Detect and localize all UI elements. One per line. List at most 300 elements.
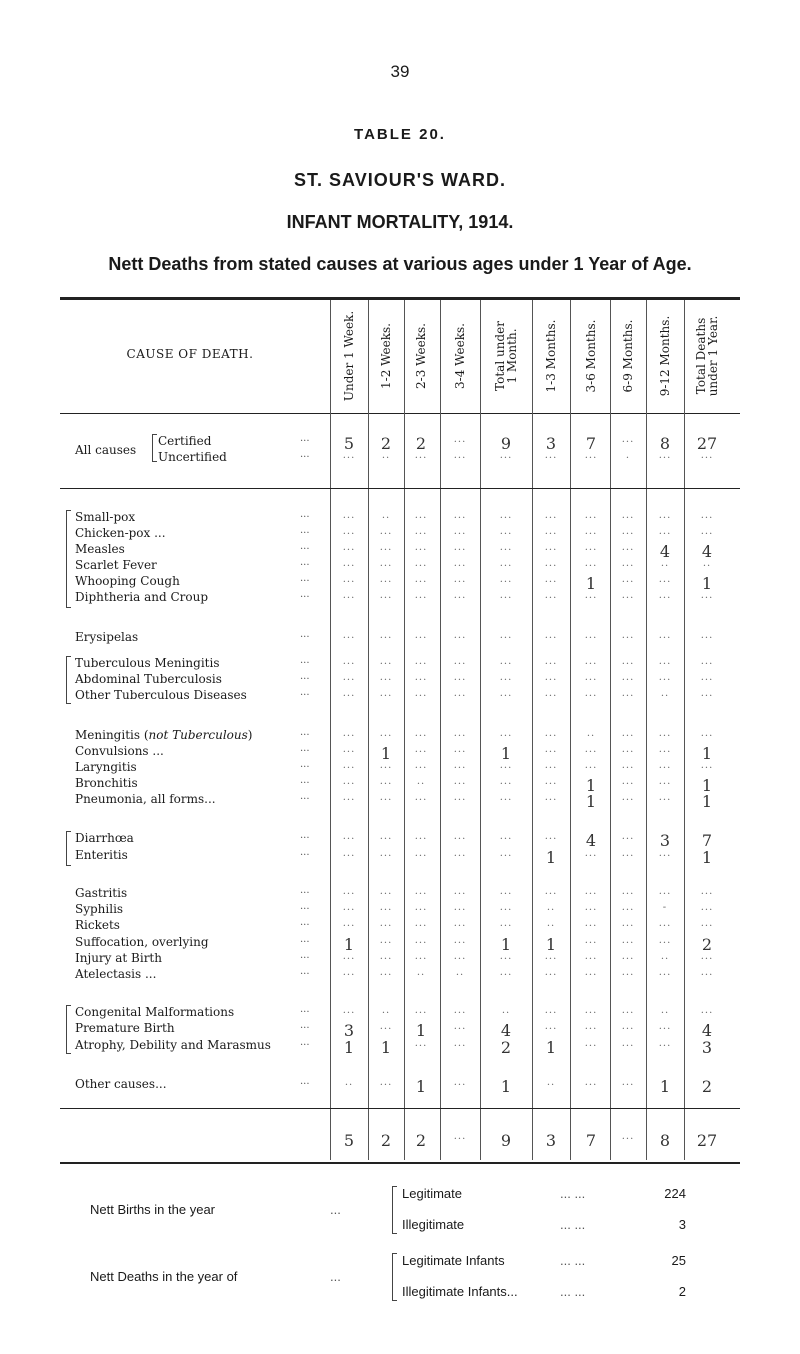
table-row-cell: ...	[621, 776, 635, 787]
table-row-cell: ...	[453, 848, 467, 859]
table-row-cell: ...	[544, 967, 558, 978]
table-row-cell: ...	[544, 672, 558, 683]
totals-cell: 3	[545, 1131, 557, 1150]
table-row-cell: ...	[499, 542, 513, 553]
table-row-cell: ...	[379, 902, 393, 913]
table-row-cell: ...	[584, 848, 598, 859]
table-row-cell: ...	[379, 728, 393, 739]
table-row-cell: ...	[342, 590, 356, 601]
table-row-cell: 3	[343, 1021, 355, 1040]
all-causes-rule	[60, 488, 740, 489]
table-row-cell: ...	[621, 935, 635, 946]
table-row-cell: ...	[499, 918, 513, 929]
table-row-cell: ...	[621, 672, 635, 683]
table-row-cell: ...	[453, 744, 467, 755]
table-heading: INFANT MORTALITY, 1914.	[286, 212, 514, 232]
table-row-cell: ...	[499, 760, 513, 771]
table-row-cell: ...	[453, 510, 467, 521]
cause-label: Suffocation, overlying	[75, 935, 209, 949]
all-causes-cell: 3	[545, 434, 557, 453]
group-brace	[66, 510, 71, 608]
table-row-cell: ...	[453, 672, 467, 683]
table-row-cell: ...	[584, 760, 598, 771]
table-row-cell: ..	[660, 688, 670, 699]
table-row-cell: ...	[658, 1038, 672, 1049]
column-header	[411, 300, 431, 412]
table-row-cell: ...	[414, 792, 428, 803]
table-row-cell: ...	[342, 558, 356, 569]
table-row-cell: ...	[584, 558, 598, 569]
table-row-cell: ...	[700, 526, 714, 537]
cause-label: Small-pox	[75, 510, 136, 524]
summary-item-value: 2	[678, 1284, 686, 1299]
table-row-cell: ...	[379, 831, 393, 842]
cause-label: Atelectasis ...	[75, 967, 157, 981]
summary-item-value: 3	[678, 1217, 686, 1232]
table-row-cell: ...	[584, 935, 598, 946]
totals-cell: 2	[415, 1131, 427, 1150]
leader-dots: ...	[300, 743, 310, 754]
table-row-cell: ...	[658, 574, 672, 585]
all-causes-cell: 2	[415, 434, 427, 453]
table-row-cell: ...	[544, 886, 558, 897]
table-row-cell: ...	[621, 728, 635, 739]
leader-dots: ...	[300, 775, 310, 786]
table-row-cell: ...	[379, 1021, 393, 1032]
table-row-cell: ...	[379, 886, 393, 897]
all-causes-cell: ...	[342, 450, 356, 461]
all-causes-cell: ...	[621, 434, 635, 445]
table-row-cell: ...	[499, 848, 513, 859]
table-row-cell: ...	[544, 1005, 558, 1016]
table-row-cell: ...	[700, 630, 714, 641]
table-row-cell: ...	[584, 1021, 598, 1032]
table-row-cell: 1	[701, 744, 713, 763]
table-row-cell: ...	[621, 630, 635, 641]
leader-dots: ...	[300, 791, 310, 802]
leader-dots: ...	[300, 433, 310, 444]
table-row-cell: ...	[342, 728, 356, 739]
table-row-cell: ...	[453, 831, 467, 842]
table-row-cell: ...	[621, 542, 635, 553]
table-row-cell: ...	[621, 1021, 635, 1032]
summary-item-value: 25	[671, 1253, 686, 1268]
all-causes-cell: 27	[696, 434, 718, 453]
table-row-cell: ..	[344, 1077, 354, 1088]
table-row-cell: ...	[658, 510, 672, 521]
table-row-cell: 1	[545, 848, 557, 867]
table-row-cell: ...	[499, 967, 513, 978]
table-row-cell: 4	[500, 1021, 512, 1040]
table-row-cell: 1	[701, 776, 713, 795]
all-causes-cell: 7	[585, 434, 597, 453]
cause-label: Whooping Cough	[75, 574, 180, 588]
column-header	[376, 300, 396, 412]
table-row-cell: ...	[584, 656, 598, 667]
table-row-cell: ...	[658, 776, 672, 787]
table-row-cell: ...	[621, 760, 635, 771]
column-header-text: Total under 1 Month.	[493, 321, 519, 391]
table-row-cell: ...	[379, 760, 393, 771]
table-row-cell: ...	[700, 918, 714, 929]
table-row-cell: ...	[584, 1077, 598, 1088]
table-row-cell: ...	[700, 510, 714, 521]
table-row-cell: 1	[500, 1077, 512, 1096]
cause-label: Diarrhœa	[75, 831, 134, 845]
table-row-cell: ...	[379, 574, 393, 585]
table-row-cell: ...	[658, 760, 672, 771]
table-row-cell: ...	[584, 1005, 598, 1016]
leader-dots: ...	[300, 525, 310, 536]
leader-dots: ...	[300, 966, 310, 977]
table-row-cell: ...	[453, 656, 467, 667]
column-header-text: 3-4 Weeks.	[453, 323, 467, 389]
leader-dots: ...	[300, 847, 310, 858]
table-row-cell: ...	[544, 656, 558, 667]
summary-brace	[392, 1186, 397, 1234]
leader-dots: ...	[300, 917, 310, 928]
table-row-cell: ...	[544, 760, 558, 771]
table-row-cell: ...	[658, 792, 672, 803]
table-row-cell: ...	[414, 672, 428, 683]
table-row-cell: 1	[585, 776, 597, 795]
table-row-cell: ...	[453, 1021, 467, 1032]
table-row-cell: ...	[658, 886, 672, 897]
table-row-cell: ...	[700, 967, 714, 978]
table-row-cell: ...	[379, 542, 393, 553]
table-row-cell: ...	[584, 886, 598, 897]
table-row-cell: ...	[621, 744, 635, 755]
table-row-cell: ..	[546, 1077, 556, 1088]
leader-dots: ... ...	[560, 1253, 586, 1268]
table-row-cell: ...	[453, 526, 467, 537]
table-row-cell: ...	[544, 1021, 558, 1032]
table-row-cell: ...	[453, 558, 467, 569]
table-row-cell: 1	[415, 1077, 427, 1096]
table-row-cell: ...	[453, 1005, 467, 1016]
table-row-cell: ...	[621, 831, 635, 842]
table-row-cell: 4	[585, 831, 597, 850]
table-row-cell: ...	[342, 848, 356, 859]
table-row-cell: ...	[453, 792, 467, 803]
table-row-cell: ...	[700, 672, 714, 683]
leader-dots: ...	[300, 589, 310, 600]
table-row-cell: ...	[544, 590, 558, 601]
table-row-cell: 1	[545, 1038, 557, 1057]
group-brace	[66, 831, 71, 866]
table-row-cell: ...	[499, 792, 513, 803]
table-row-cell: ...	[414, 760, 428, 771]
table-row-cell: 4	[701, 542, 713, 561]
table-row-cell: ...	[453, 760, 467, 771]
totals-cell: ...	[453, 1131, 467, 1142]
table-row-cell: 1	[659, 1077, 671, 1096]
table-row-cell: ...	[342, 776, 356, 787]
table-row-cell: ...	[453, 935, 467, 946]
table-row-cell: ...	[621, 656, 635, 667]
table-row-cell: ...	[414, 574, 428, 585]
leader-dots: ... ...	[560, 1217, 586, 1232]
table-row-cell: -	[662, 902, 668, 913]
summary-brace	[392, 1253, 397, 1301]
table-bottom-rule	[60, 1162, 740, 1164]
table-row-cell: ...	[342, 831, 356, 842]
table-row-cell: ...	[453, 1038, 467, 1049]
table-row-cell: ...	[584, 967, 598, 978]
table-row-cell: ...	[342, 886, 356, 897]
table-row-cell: ..	[660, 558, 670, 569]
table-row-cell: ...	[499, 831, 513, 842]
table-row-cell: ...	[414, 918, 428, 929]
table-row-cell: 1	[343, 935, 355, 954]
table-row-cell: ...	[414, 656, 428, 667]
all-causes-cell: ...	[453, 434, 467, 445]
table-row-cell: ...	[342, 967, 356, 978]
table-row-cell: 2	[500, 1038, 512, 1057]
leader-dots: ...	[300, 830, 310, 841]
table-row-cell: ...	[342, 574, 356, 585]
header-rule	[60, 413, 740, 414]
table-row-cell: ...	[700, 902, 714, 913]
totals-cell: 9	[500, 1131, 512, 1150]
table-row-cell: ...	[544, 542, 558, 553]
table-row-cell: ...	[453, 776, 467, 787]
table-row-cell: ...	[453, 902, 467, 913]
all-causes-cell: .	[625, 450, 631, 461]
totals-rule	[60, 1108, 740, 1109]
table-row-cell: ...	[584, 542, 598, 553]
table-row-cell: ..	[660, 1005, 670, 1016]
table-row-cell: ...	[453, 951, 467, 962]
summary-item-label: Illegitimate	[402, 1217, 465, 1232]
table-row-cell: ...	[700, 951, 714, 962]
table-row-cell: ...	[544, 574, 558, 585]
table-row-cell: ...	[414, 542, 428, 553]
table-row-cell: ...	[544, 688, 558, 699]
table-row-cell: ...	[584, 526, 598, 537]
table-row-cell: ...	[453, 590, 467, 601]
table-row-cell: 3	[659, 831, 671, 850]
table-row-cell: 1	[343, 1038, 355, 1057]
table-row-cell: 1	[415, 1021, 427, 1040]
cause-label: Tuberculous Meningitis	[75, 656, 220, 670]
all-causes-cell: ..	[381, 450, 391, 461]
table-row-cell: ...	[499, 776, 513, 787]
table-row-cell: ...	[499, 656, 513, 667]
table-row-cell: 4	[659, 542, 671, 561]
table-row-cell: ...	[379, 590, 393, 601]
table-row-cell: ...	[544, 776, 558, 787]
group-brace	[66, 1005, 71, 1054]
table-row-cell: ...	[658, 526, 672, 537]
table-row-cell: ...	[584, 1038, 598, 1049]
cause-label: Syphilis	[75, 902, 124, 916]
column-header-text: 3-6 Months.	[584, 319, 598, 393]
table-row-cell: ...	[379, 918, 393, 929]
table-row-cell: ...	[379, 558, 393, 569]
table-row-cell: ...	[453, 886, 467, 897]
table-row-cell: ..	[381, 1005, 391, 1016]
table-row-cell: ...	[621, 526, 635, 537]
table-row-cell: ...	[700, 688, 714, 699]
column-header	[541, 300, 561, 412]
table-row-cell: ...	[342, 792, 356, 803]
table-row-cell: 7	[701, 831, 713, 850]
column-header	[618, 300, 638, 412]
table-row-cell: ...	[700, 1005, 714, 1016]
table-row-cell: ...	[453, 728, 467, 739]
table-row-cell: ...	[342, 902, 356, 913]
table-row-cell: ...	[499, 590, 513, 601]
table-row-cell: ...	[414, 590, 428, 601]
table-row-cell: ...	[342, 542, 356, 553]
table-row-cell: 1	[585, 792, 597, 811]
table-row-cell: ...	[414, 935, 428, 946]
leader-dots: ...	[300, 573, 310, 584]
table-row-cell: ...	[453, 688, 467, 699]
table-row-cell: ...	[621, 886, 635, 897]
table-row-cell: ...	[621, 848, 635, 859]
cause-label: Bronchitis	[75, 776, 138, 790]
table-row-cell: ...	[621, 688, 635, 699]
summary-item-label: Legitimate	[402, 1186, 462, 1201]
table-row-cell: ...	[544, 951, 558, 962]
table-row-cell: ...	[453, 1077, 467, 1088]
cause-label: Measles	[75, 542, 125, 556]
cause-of-death-header: CAUSE OF DEATH.	[126, 347, 254, 361]
table-row-cell: ...	[544, 510, 558, 521]
table-row-cell: ...	[658, 630, 672, 641]
table-row-cell: ...	[621, 510, 635, 521]
leader-dots: ...	[300, 885, 310, 896]
table-row-cell: ...	[342, 672, 356, 683]
summary-label: Nett Deaths in the year of	[90, 1269, 238, 1284]
table-row-cell: ...	[499, 951, 513, 962]
group-brace	[66, 656, 71, 704]
table-row-cell: ...	[342, 526, 356, 537]
table-row-cell: ...	[621, 558, 635, 569]
table-row-cell: 1	[545, 935, 557, 954]
leader-dots: ... ...	[560, 1186, 586, 1201]
leader-dots: ...	[300, 759, 310, 770]
table-row-cell: ...	[379, 776, 393, 787]
table-row-cell: ..	[546, 918, 556, 929]
leader-dots: ...	[300, 655, 310, 666]
table-row-cell: ...	[584, 744, 598, 755]
table-row-cell: ...	[621, 967, 635, 978]
table-row-cell: ...	[453, 574, 467, 585]
table-row-cell: ...	[658, 656, 672, 667]
all-causes-subrow-label: Uncertified	[158, 450, 227, 464]
all-causes-cell: 8	[659, 434, 671, 453]
table-row-cell: ...	[342, 688, 356, 699]
totals-cell: ...	[621, 1131, 635, 1142]
totals-cell: 8	[659, 1131, 671, 1150]
table-row-cell: ...	[414, 630, 428, 641]
table-row-cell: ...	[621, 1077, 635, 1088]
table-row-cell: ...	[544, 558, 558, 569]
leader-dots: ...	[300, 727, 310, 738]
cause-label: Rickets	[75, 918, 120, 932]
table-row-cell: ...	[414, 848, 428, 859]
leader-dots: ...	[300, 629, 310, 640]
cause-label: Premature Birth	[75, 1021, 175, 1035]
leader-dots: ...	[330, 1269, 341, 1284]
table-row-cell: ...	[700, 728, 714, 739]
table-row-cell: ...	[342, 656, 356, 667]
leader-dots: ...	[300, 934, 310, 945]
cause-label: Meningitis (not Tuberculous)	[75, 728, 253, 742]
table-row-cell: ...	[379, 672, 393, 683]
table-row-cell: ...	[584, 510, 598, 521]
table-row-cell: ...	[499, 886, 513, 897]
table-row-cell: ..	[416, 967, 426, 978]
table-row-cell: ...	[379, 967, 393, 978]
column-header	[694, 300, 720, 412]
table-row-cell: ..	[416, 776, 426, 787]
leader-dots: ...	[330, 1202, 341, 1217]
leader-dots: ...	[300, 1004, 310, 1015]
table-row-cell: ...	[658, 848, 672, 859]
table-row-cell: ...	[342, 918, 356, 929]
column-header	[581, 300, 601, 412]
table-row-cell: ..	[660, 951, 670, 962]
table-row-cell: ...	[499, 672, 513, 683]
table-row-cell: ...	[621, 792, 635, 803]
table-row-cell: ...	[414, 558, 428, 569]
table-row-cell: ..	[702, 558, 712, 569]
leader-dots: ...	[300, 950, 310, 961]
all-causes-cell: ...	[584, 450, 598, 461]
cause-label: Convulsions ...	[75, 744, 164, 758]
table-row-cell: ...	[544, 744, 558, 755]
leader-dots: ...	[300, 557, 310, 568]
table-row-cell: ...	[621, 1005, 635, 1016]
table-row-cell: ...	[414, 728, 428, 739]
leader-dots: ...	[300, 1037, 310, 1048]
column-header-text: Total Deaths under 1 Year.	[694, 315, 720, 397]
table-row-cell: ...	[658, 744, 672, 755]
table-row-cell: ..	[455, 967, 465, 978]
leader-dots: ...	[300, 671, 310, 682]
table-row-cell: ...	[544, 630, 558, 641]
table-row-cell: ...	[499, 574, 513, 585]
all-causes-subrow-label: Certified	[158, 434, 212, 448]
table-row-cell: ..	[546, 902, 556, 913]
column-header-text: 2-3 Weeks.	[414, 323, 428, 389]
column-header	[450, 300, 470, 412]
totals-cell: 2	[380, 1131, 392, 1150]
cause-label: Diphtheria and Croup	[75, 590, 208, 604]
summary-item-label: Illegitimate Infants...	[402, 1284, 518, 1299]
cause-label: Other causes...	[75, 1077, 167, 1091]
column-header-text: 1-3 Months.	[544, 319, 558, 393]
table-row-cell: ...	[414, 902, 428, 913]
table-row-cell: ...	[584, 902, 598, 913]
all-causes-brace	[152, 434, 157, 462]
column-header-text: 1-2 Weeks.	[379, 323, 393, 389]
leader-dots: ... ...	[560, 1284, 586, 1299]
all-causes-cell: ...	[658, 450, 672, 461]
all-causes-cell: ...	[700, 450, 714, 461]
all-causes-cell: 2	[380, 434, 392, 453]
table-row-cell: ...	[414, 951, 428, 962]
table-row-cell: ..	[586, 728, 596, 739]
table-row-cell: ...	[414, 744, 428, 755]
table-row-cell: ...	[658, 728, 672, 739]
all-causes-cell: ...	[414, 450, 428, 461]
leader-dots: ...	[300, 687, 310, 698]
